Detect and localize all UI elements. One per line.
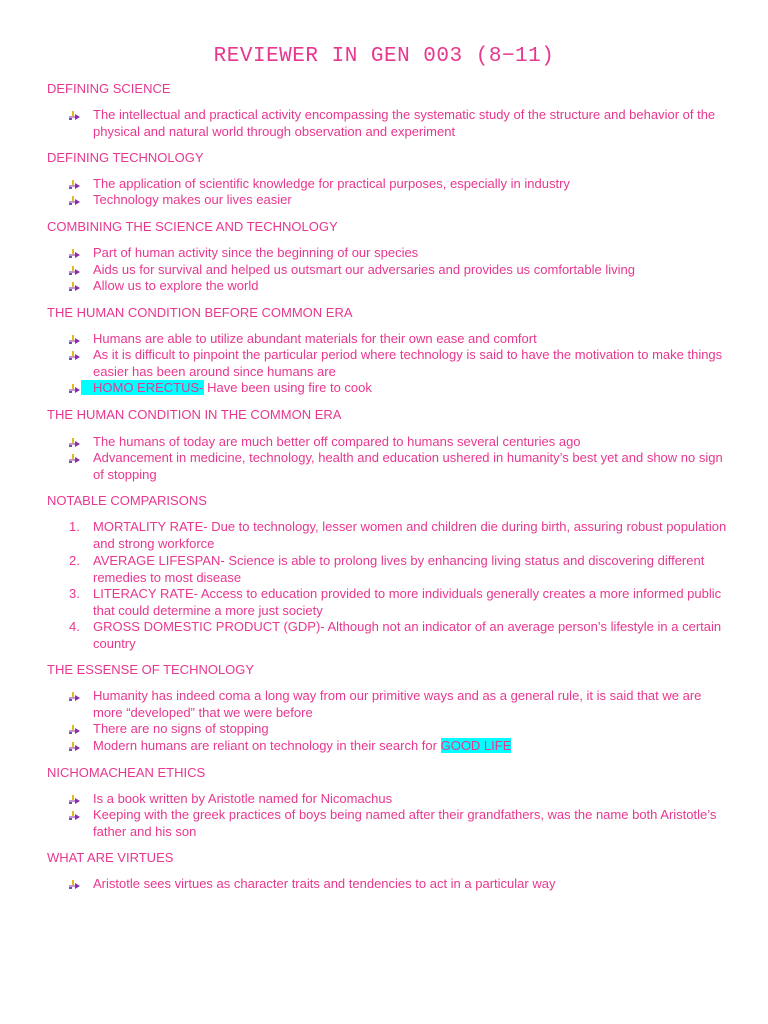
list-item: The application of scientific knowledge for practical purposes, especially in industry <box>93 176 733 193</box>
arrow-bullet-icon <box>68 281 81 292</box>
list-item: Is a book written by Aristotle named for Nicomachus <box>93 791 733 808</box>
arrow-bullet-icon <box>68 334 81 345</box>
numbered-item: 2. AVERAGE LIFESPAN- Science is able to prolong lives by enhancing living status and discovering different remedies to most disease <box>69 553 705 585</box>
arrow-bullet-icon <box>68 691 81 702</box>
arrow-bullet-icon <box>68 265 81 276</box>
section-heading-before-common-era: THE HUMAN CONDITION BEFORE COMMON ERA <box>47 305 353 320</box>
list-item: The intellectual and practical activity encompassing the systematic study of the structure and behavior of the physical and natural world through observation and experiment <box>93 107 733 140</box>
list-item: The humans of today are much better off compared to humans several centuries ago <box>93 434 733 451</box>
list-item: There are no signs of stopping <box>93 721 733 738</box>
section-heading-combining: COMBINING THE SCIENCE AND TECHNOLOGY <box>47 219 338 234</box>
list-item: Humanity has indeed coma a long way from our primitive ways and as a general rule, it is said that we are more “developed” that we were before <box>93 688 733 721</box>
arrow-bullet-icon <box>68 350 81 361</box>
list-item: HOMO ERECTUS- Have been using fire to cook <box>93 380 733 397</box>
arrow-bullet-icon <box>68 437 81 448</box>
page-title: REVIEWER IN GEN 003 (8−11) <box>213 45 555 68</box>
section-heading-essence: THE ESSENSE OF TECHNOLOGY <box>47 662 255 677</box>
list-item: Aristotle sees virtues as character traits and tendencies to act in a particular way <box>93 876 733 893</box>
arrow-bullet-icon <box>68 248 81 259</box>
numbered-item: 4. GROSS DOMESTIC PRODUCT (GDP)- Although not an indicator of an average person’s lifestyle in a certain country <box>69 619 722 651</box>
section-heading-nichomachean-ethics: NICHOMACHEAN ETHICS <box>47 765 206 780</box>
item-number: 1. <box>69 519 80 534</box>
arrow-bullet-icon <box>68 195 81 206</box>
arrow-bullet-icon <box>68 794 81 805</box>
highlight-homo-erectus: HOMO ERECTUS- <box>81 380 204 395</box>
list-item: Allow us to explore the world <box>93 278 733 295</box>
item-number: 2. <box>69 553 80 568</box>
highlight-good-life: GOOD LIFE <box>440 738 512 753</box>
arrow-bullet-icon <box>68 879 81 890</box>
list-item: As it is difficult to pinpoint the particular period where technology is said to have the motivation to make things easier has been around since humans are <box>93 347 733 380</box>
arrow-bullet-icon <box>68 724 81 735</box>
item-number: 3. <box>69 586 80 601</box>
section-heading-defining-science: DEFINING SCIENCE <box>47 81 171 96</box>
list-item: Advancement in medicine, technology, health and education ushered in humanity’s best yet and show no sign of stopping <box>93 450 733 483</box>
numbered-item: 3. LITERACY RATE- Access to education provided to more individuals generally creates a more informed public that could determine a more just society <box>69 586 722 618</box>
arrow-bullet-icon <box>68 179 81 190</box>
arrow-bullet-icon <box>68 741 81 752</box>
list-item: Keeping with the greek practices of boys being named after their grandfathers, was the name both Aristotle’s father and his son <box>93 807 733 840</box>
section-heading-virtues: WHAT ARE VIRTUES <box>47 850 174 865</box>
list-item: Part of human activity since the beginning of our species <box>93 245 733 262</box>
list-item: Aids us for survival and helped us outsmart our adversaries and provides us comfortable living <box>93 262 733 279</box>
list-item: Modern humans are reliant on technology in their search for GOOD LIFE <box>93 738 733 755</box>
arrow-bullet-icon <box>68 383 81 394</box>
section-heading-defining-technology: DEFINING TECHNOLOGY <box>47 150 204 165</box>
arrow-bullet-icon <box>68 110 81 121</box>
list-item: Humans are able to utilize abundant materials for their own ease and comfort <box>93 331 733 348</box>
section-heading-notable-comparisons: NOTABLE COMPARISONS <box>47 493 207 508</box>
item-number: 4. <box>69 619 80 634</box>
list-item: Technology makes our lives easier <box>93 192 733 209</box>
arrow-bullet-icon <box>68 453 81 464</box>
section-heading-common-era: THE HUMAN CONDITION IN THE COMMON ERA <box>47 407 342 422</box>
numbered-item: 1. MORTALITY RATE- Due to technology, lesser women and children die during birth, assuring robust population and strong workforce <box>69 519 727 551</box>
arrow-bullet-icon <box>68 810 81 821</box>
